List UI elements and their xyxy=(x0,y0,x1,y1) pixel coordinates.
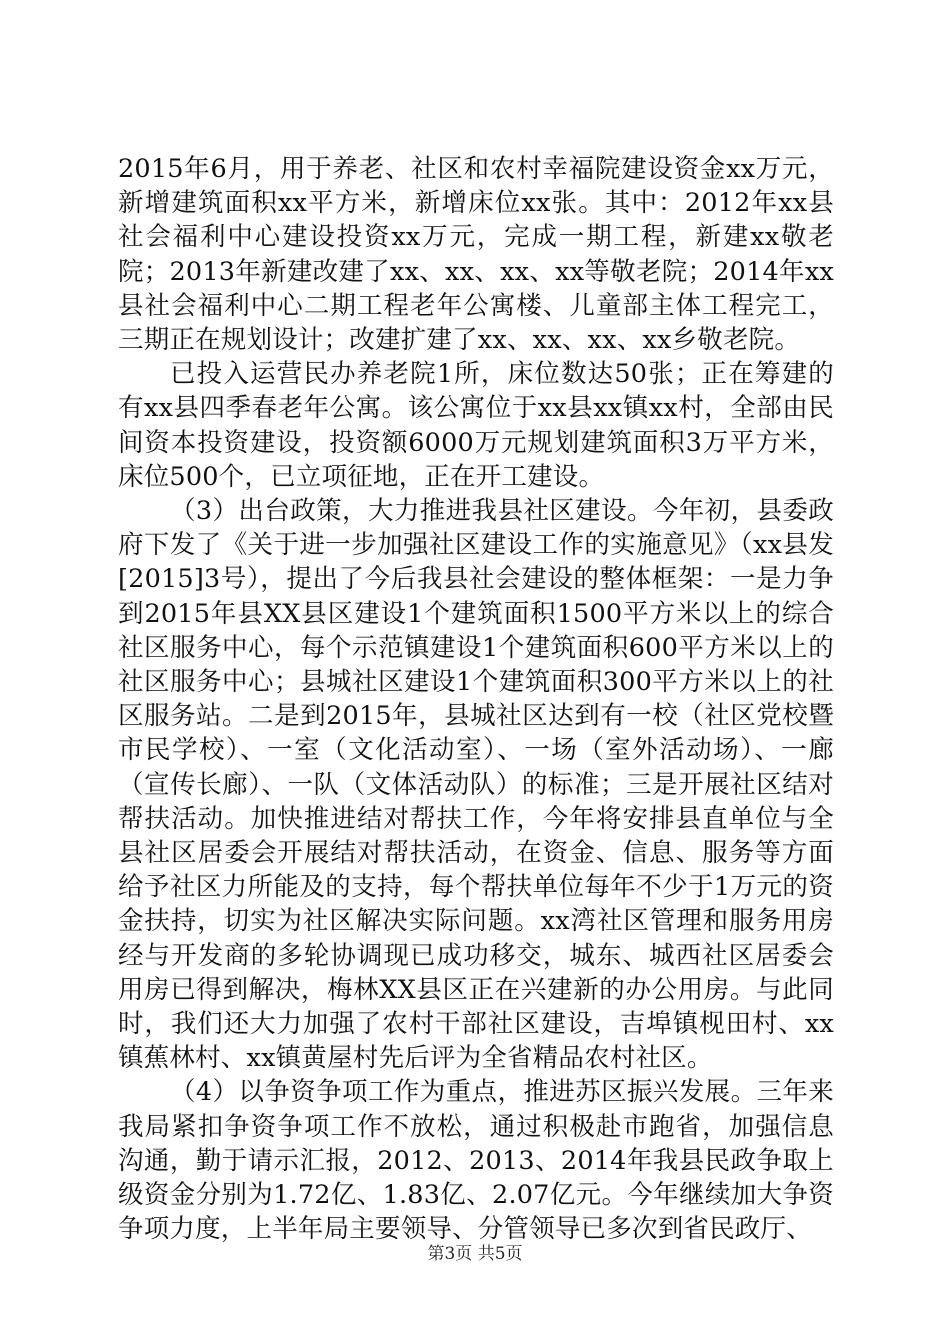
page-footer: 第3页 共5页 xyxy=(427,1244,523,1264)
paragraph: （3）出台政策，大力推进我县社区建设。今年初，县委政府下发了《关于进一步加强社区建设工作的实施意见》（xx县发[2015]3号），提出了今后我县社会建设的整体框架：一是力争到2015年县XX县区建设1个建筑面积1500平方米以上的综合社区服务中心，每个示范镇建设1个建筑面积600平方米以上的社区服务中心；县城社区建设1个建筑面积300平方米以上的社区服务站。二是到2015年，县城社区达到有一校（社区党校暨市民学校）、一室（文化活动室）、一场（室外活动场）、一廊（宣传长廊）、一队（文体活动队）的标准；三是开展社区结对帮扶活动。加快推进结对帮扶工作，今年将安排县直单位与全县社区居委会开展结对帮扶活动，在资金、信息、服务等方面给予社区力所能及的支持，每个帮扶单位每年不少于1万元的资金扶持，切实为社区解决实际问题。xx湾社区管理和服务用房经与开发商的多轮协调现已成功移交，城东、城西社区居委会用房已得到解决，梅林XX县区正在兴建新的办公用房。与此同时，我们还大力加强了农村干部社区建设，吉埠镇枧田村、xx镇蕉林村、xx镇黄屋村先后评为全省精品农村社区。 xyxy=(118,496,834,1074)
paragraph: 已投入运营民办养老院1所，床位数达50张；正在筹建的有xx县四季春老年公寓。该公寓位于xx县xx镇xx村，全部由民间资本投资建设，投资额6000万元规划建筑面积3万平方米，床位500个，已立项征地，正在开工建设。 xyxy=(118,359,834,492)
document-body xyxy=(118,152,834,1247)
paragraph: （4）以争资争项工作为重点，推进苏区振兴发展。三年来我局紧扣争资争项工作不放松，通过积极赴市跑省，加强信息沟通，勤于请示汇报，2012、2013、2014年我县民政争取上级资金分别为1.72亿、1.83亿、2.07亿元。今年继续加大争资争项力度，上半年局主要领导、分管领导已多次到省民政厅、 xyxy=(118,1077,834,1245)
paragraph: 2015年6月，用于养老、社区和农村幸福院建设资金xx万元，新增建筑面积xx平方米，新增床位xx张。其中：2012年xx县社会福利中心建设投资xx万元，完成一期工程，新建xx敬老院；2013年新建改建了xx、xx、xx、xx等敬老院；2014年xx县社会福利中心二期工程老年公寓楼、儿童部主体工程完工，三期正在规划设计；改建扩建了xx、xx、xx、xx乡敬老院。 xyxy=(118,154,834,356)
